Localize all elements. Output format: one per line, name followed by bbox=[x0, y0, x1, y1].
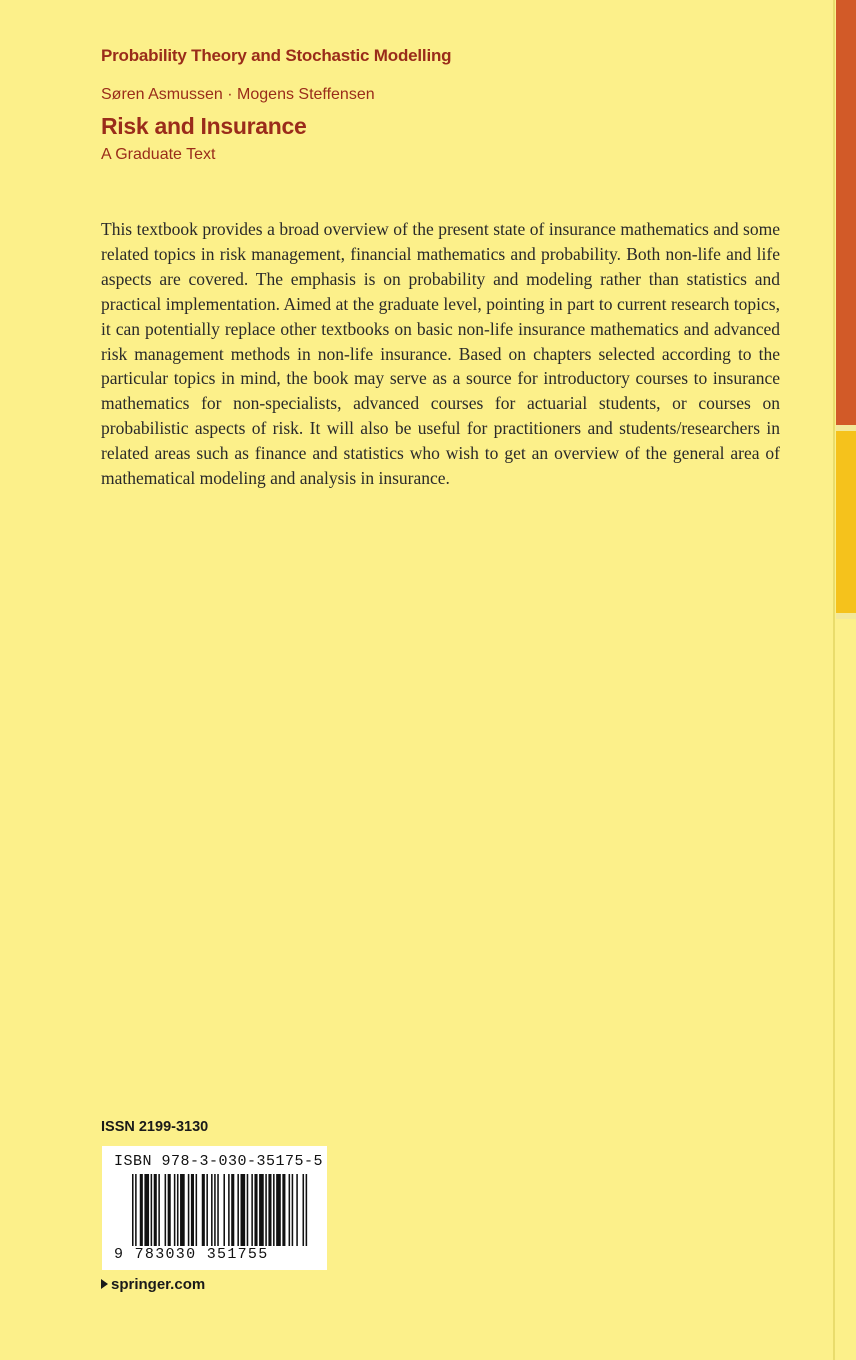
barcode-bar bbox=[228, 1174, 230, 1246]
barcode-bar bbox=[273, 1174, 275, 1246]
barcode-bar bbox=[241, 1174, 246, 1246]
barcode-bar bbox=[180, 1174, 185, 1246]
barcode-bar bbox=[306, 1174, 308, 1246]
spine-yellow-band bbox=[836, 431, 856, 613]
barcode-bar bbox=[202, 1174, 205, 1246]
book-subtitle: A Graduate Text bbox=[101, 146, 216, 163]
series-name: Probability Theory and Stochastic Modelling bbox=[101, 46, 452, 65]
barcode-bar bbox=[174, 1174, 176, 1246]
barcode-bar bbox=[211, 1174, 213, 1246]
isbn-number: ISBN 978-3-030-35175-5 bbox=[114, 1153, 324, 1170]
issn-number: ISSN 2199-3130 bbox=[101, 1119, 209, 1135]
barcode-bar bbox=[265, 1174, 267, 1246]
barcode-bar bbox=[140, 1174, 143, 1246]
barcode-digits: 9 783030 351755 bbox=[114, 1246, 269, 1263]
barcode-bar bbox=[237, 1174, 239, 1246]
spine-red-band bbox=[836, 0, 856, 425]
barcode-bar bbox=[214, 1174, 216, 1246]
barcode-bar bbox=[132, 1174, 134, 1246]
barcode-bar bbox=[254, 1174, 257, 1246]
book-description: This textbook provides a broad overview of the present state of insurance mathematics and some related topics in risk management, financial mathematics and probability. Both non-life and life aspects are covered. The emphasis is on probability and modeling rather than statistics and practical implementation. Aimed at the graduate level, pointing in part to current research topics, it can potentially replace other textbooks on basic non-life insurance mathematics and advanced risk management methods in non-life insurance. Based on chapters selected according to the particular topics in mind, the book may serve as a source for introductory courses to insurance mathematics for non-specialists, advanced courses for actuarial students, or courses on probabilistic aspects of risk. It will also be useful for practitioners and students/researchers in related areas such as finance and statistics who wish to get an overview of the general area of mathematical modeling and analysis in insurance. bbox=[101, 219, 780, 489]
barcode-bar bbox=[223, 1174, 225, 1246]
authors: Søren Asmussen · Mogens Steffensen bbox=[101, 86, 375, 103]
barcode-bar bbox=[158, 1174, 160, 1246]
barcode-bar bbox=[303, 1174, 305, 1246]
barcode-bar bbox=[282, 1174, 285, 1246]
barcode-bar bbox=[191, 1174, 194, 1246]
spine-lower-band bbox=[836, 619, 856, 1360]
barcode-bar bbox=[251, 1174, 253, 1246]
barcode-bar bbox=[289, 1174, 291, 1246]
play-arrow-icon bbox=[101, 1279, 108, 1289]
barcode-bar bbox=[231, 1174, 234, 1246]
barcode-bar bbox=[135, 1174, 137, 1246]
barcode-bar bbox=[165, 1174, 167, 1246]
barcode-bar bbox=[177, 1174, 179, 1246]
barcode-bar bbox=[188, 1174, 190, 1246]
barcode-bar bbox=[151, 1174, 153, 1246]
barcode-bar bbox=[247, 1174, 249, 1246]
publisher-link-label: springer.com bbox=[111, 1276, 206, 1293]
barcode-bar bbox=[296, 1174, 298, 1246]
barcode-bar bbox=[144, 1174, 149, 1246]
barcode-bars bbox=[132, 1174, 318, 1246]
barcode-bar bbox=[168, 1174, 171, 1246]
barcode-bar bbox=[217, 1174, 219, 1246]
spine-edge-line bbox=[833, 0, 835, 1360]
barcode-bar bbox=[268, 1174, 271, 1246]
barcode-bar bbox=[259, 1174, 264, 1246]
barcode-bar bbox=[292, 1174, 294, 1246]
barcode-bar bbox=[276, 1174, 281, 1246]
isbn-barcode bbox=[102, 1146, 327, 1270]
book-title: Risk and Insurance bbox=[101, 113, 307, 139]
publisher-link[interactable] bbox=[101, 1276, 205, 1293]
barcode-bar bbox=[196, 1174, 198, 1246]
barcode-bar bbox=[206, 1174, 208, 1246]
barcode-bar bbox=[154, 1174, 157, 1246]
